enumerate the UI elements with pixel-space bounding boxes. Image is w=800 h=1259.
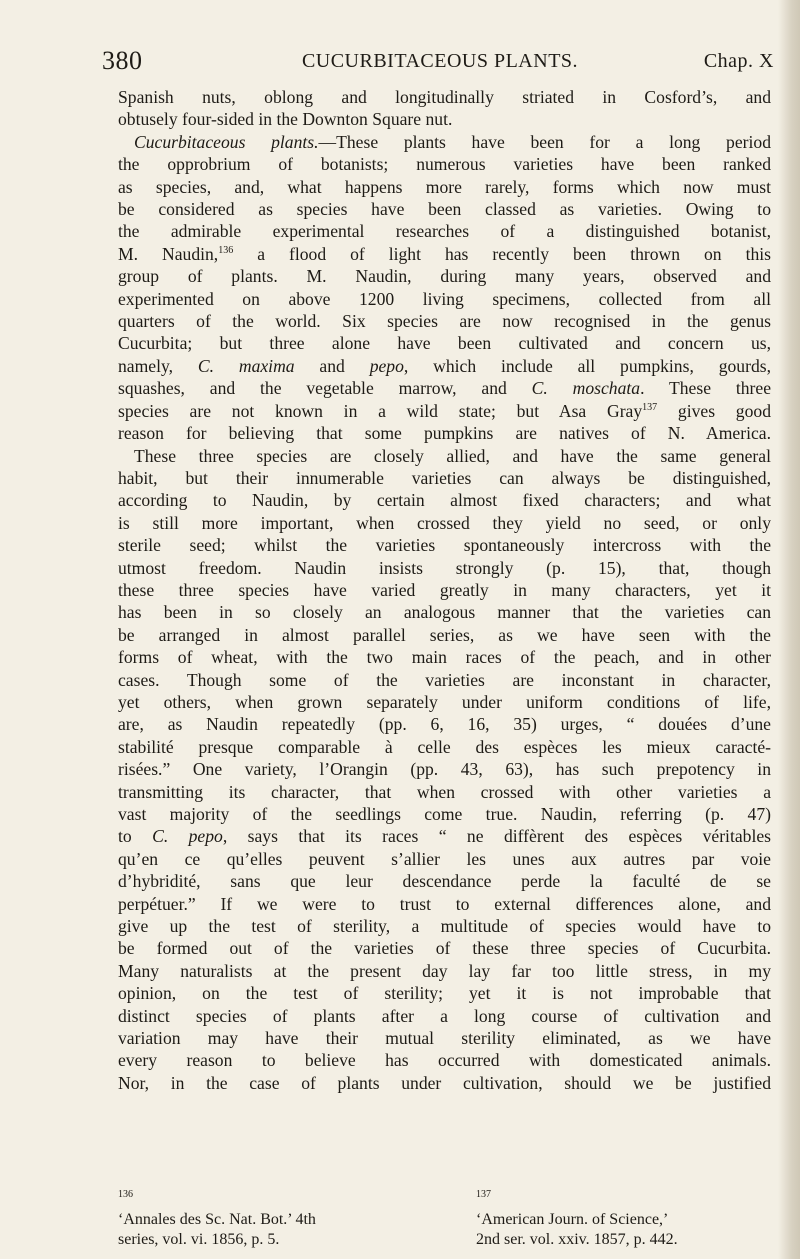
text-line: d’hybridité, sans que leur descendance perde la faculté de se (118, 871, 771, 892)
text-line: namely, C. maxima and pepo, which include all pumpkins, gourds, (118, 355, 771, 376)
text-line: the opprobrium of botanists; numerous varieties have been ranked (118, 154, 771, 175)
text-line: Cucurbitaceous plants.—These plants have been for a long period (134, 131, 771, 152)
text-line: risées.” One variety, l’Orangin (pp. 43, 63), has such prepotency in (118, 759, 771, 780)
text-line: is still more important, when crossed they yield no seed, or only (118, 512, 771, 533)
text-line: to C. pepo, says that its races “ ne diffèrent des espèces véritables (118, 826, 771, 847)
running-title: CUCURBITACEOUS PLANTS. (301, 50, 579, 72)
text-line: according to Naudin, by certain almost fixed characters; and what (118, 490, 771, 511)
text-line: quarters of the world. Six species are now recognised in the genus (118, 311, 771, 332)
text-line: Many naturalists at the present day lay far too little stress, in my (118, 960, 771, 981)
footnote-number: 136 (118, 1189, 133, 1200)
chapter-label: Chap. X (703, 50, 774, 72)
text-line: Cucurbita; but three alone have been cultivated and concern us, (118, 333, 771, 354)
text-line: stabilité presque comparable à celle des espèces les mieux caracté- (118, 736, 771, 757)
text-line: reason for believing that some pumpkins are natives of N. America. (118, 423, 771, 444)
text-line: M. Naudin,$^{136}$ a flood of light has recently been thrown on this (118, 243, 771, 264)
running-header (102, 40, 774, 75)
text-line: forms of wheat, with the two main races of the peach, and in other (118, 647, 771, 668)
text-line: vast majority of the seedlings come true. Naudin, referring (p. 47) (118, 804, 771, 824)
text-line: Spanish nuts, oblong and longitudinally striated in Cosford’s, and (118, 87, 771, 107)
text-line: are, as Naudin repeatedly (pp. 6, 16, 35) urges, “ douées d’une (118, 714, 771, 735)
footnote-136: $^{136}$ ‘Annales des Sc. Nat. Bot.’ 4th series, vol. vi. 1856, p. 5. (118, 1189, 316, 1248)
text-line: utmost freedom. Naudin insists strongly (p. 15), that, though (118, 557, 771, 578)
text-line: has been in so closely an analogous manner that the varieties can (118, 602, 771, 623)
text-line: habit, but their innumerable varieties can always be distinguished, (118, 467, 771, 488)
text-line: the admirable experimental researches of a distinguished botanist, (118, 221, 771, 242)
text-line: variation may have their mutual sterility eliminated, as we have (118, 1028, 771, 1049)
section-heading: Cucurbitaceous plants. (134, 131, 319, 152)
page-number: 380 (102, 46, 143, 75)
text-line: perpétuer.” If we were to trust to external differences alone, and (118, 893, 771, 914)
page-edge-shadow (778, 0, 800, 1259)
text-line: These three species are closely allied, and have the same general (134, 445, 771, 466)
text-line: obtusely four-sided in the Downton Square nut. (118, 109, 453, 130)
text-line: these three species have varied greatly in many characters, yet it (118, 579, 771, 600)
footnote-number: 137 (476, 1189, 491, 1200)
text-line: as species, and, what happens more rarely, forms which now must (118, 176, 771, 197)
text-line: be arranged in almost parallel series, as we have seen with the (118, 624, 771, 645)
text-line: yet others, when grown separately under uniform conditions of life, (118, 691, 771, 712)
text-line: every reason to believe has occurred with domesticated animals. (118, 1050, 771, 1071)
footnote-137: $^{137}$ ‘American Journ. of Science,’ 2nd ser. vol. xxiv. 1857, p. 442. (476, 1189, 678, 1248)
footnote-ref: 136 (218, 244, 234, 256)
text-line: give up the test of sterility, a multitude of species would have to (118, 916, 771, 937)
text-line: cases. Though some of the varieties are inconstant in character, (118, 669, 771, 690)
text-line: be considered as species have been classed as varieties. Owing to (118, 199, 771, 220)
text-line: squashes, and the vegetable marrow, and C. moschata. These three (118, 378, 772, 399)
text-line: experimented on above 1200 living specimens, collected from all (118, 288, 771, 309)
text-line: opinion, on the test of sterility; yet it is not improbable that (118, 983, 771, 1004)
body-text (118, 86, 771, 1094)
text-line: transmitting its character, that when crossed with other varieties a (118, 781, 771, 802)
text-line: group of plants. M. Naudin, during many years, observed and (118, 266, 771, 287)
text-line: distinct species of plants after a long course of cultivation and (118, 1005, 771, 1026)
text-line: qu’en ce qu’elles peuvent s’allier les unes aux autres par voie (118, 848, 771, 869)
text-line: be formed out of the varieties of these three species of Cucurbita. (118, 938, 771, 959)
text-line: species are not known in a wild state; but Asa Gray$^{137}$ gives good (118, 400, 771, 421)
text-line: Nor, in the case of plants under cultivation, should we be justified (118, 1072, 771, 1093)
footnote-ref: 137 (642, 401, 658, 413)
text-line: sterile seed; whilst the varieties spontaneously intercross with the (118, 535, 771, 556)
